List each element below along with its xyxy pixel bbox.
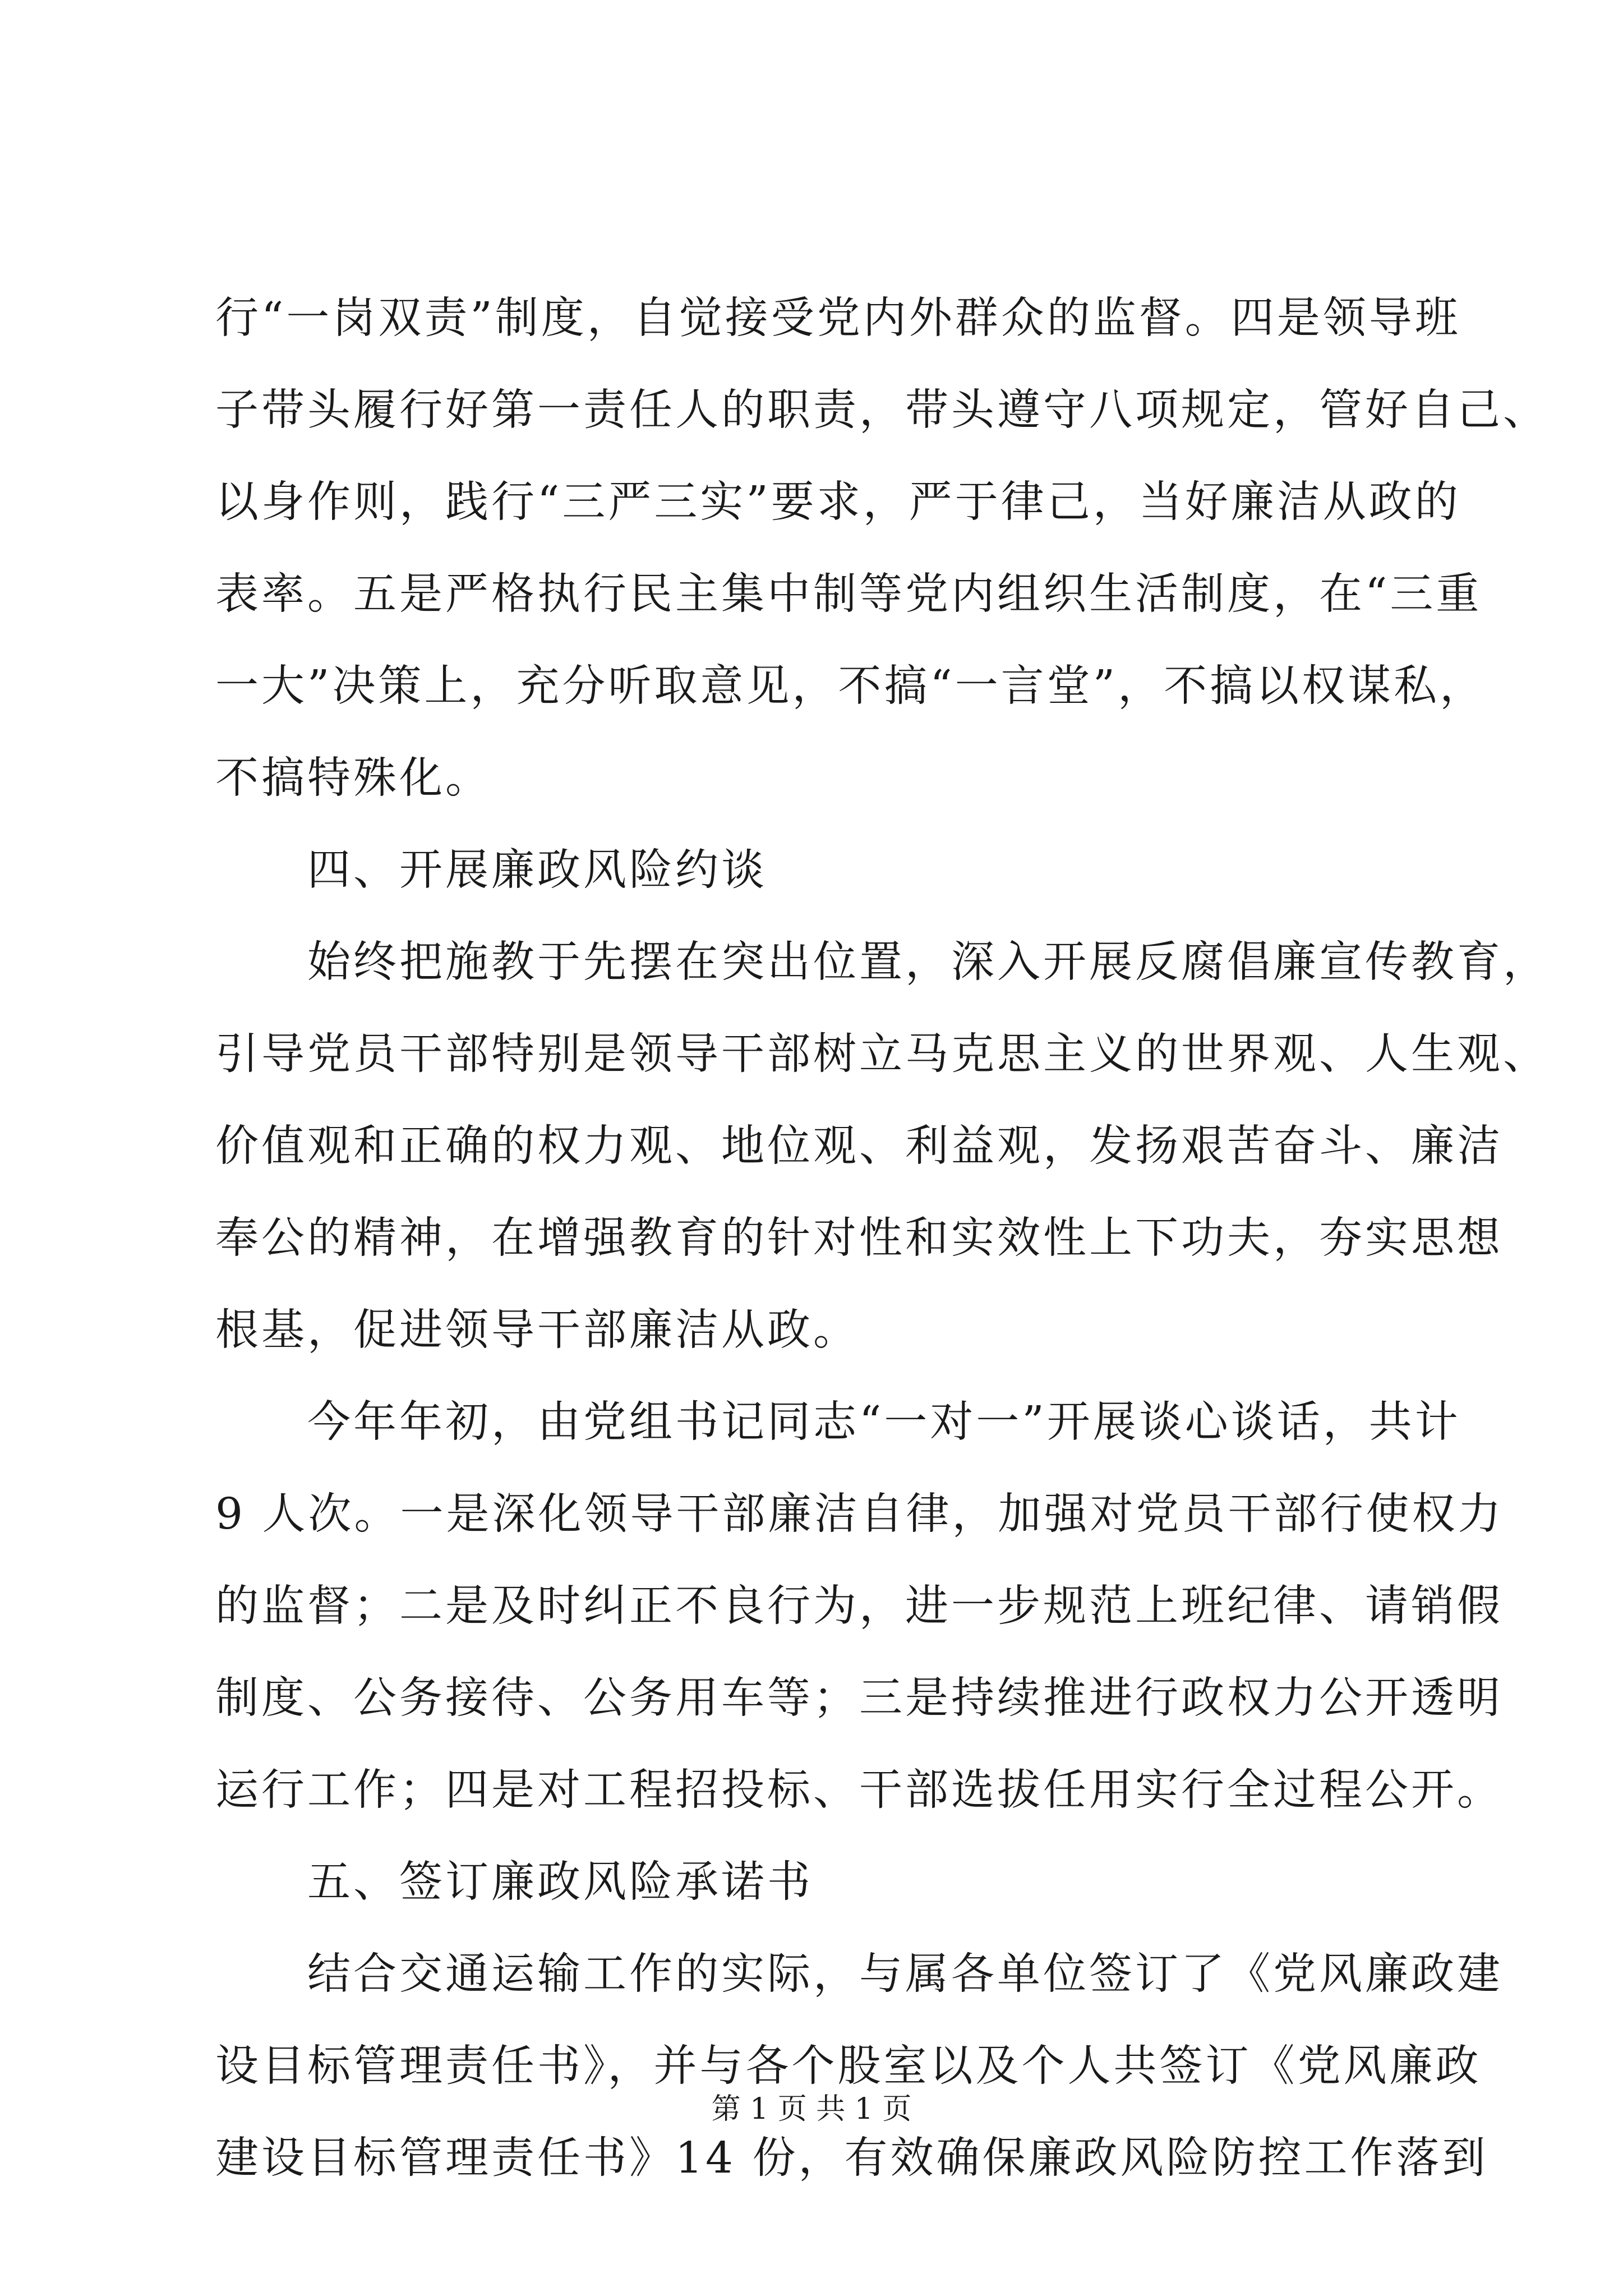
text-line: 今年年初，由党组书记同志“一对一”开展谈心谈话，共计 xyxy=(307,1397,1461,1447)
text-line: 奉公的精神，在增强教育的针对性和实效性上下功夫，夯实思想 xyxy=(215,1213,1503,1263)
page-number: 第 1 页 共 1 页 xyxy=(711,2092,912,2126)
text-line: 9 人次。一是深化领导干部廉洁自律，加强对党员干部行使权力 xyxy=(215,1489,1504,1539)
section-heading: 四、开展廉政风险约谈 xyxy=(307,845,767,895)
text-line: 结合交通运输工作的实际，与属各单位签订了《党风廉政建 xyxy=(307,1949,1503,1999)
text-line: 设目标管理责任书》，并与各个股室以及个人共签订《党风廉政 xyxy=(215,2041,1482,2091)
text-line: 引导党员干部特别是领导干部树立马克思主义的世界观、人生观、 xyxy=(215,1029,1549,1079)
body-text xyxy=(215,273,1549,2205)
text-line: 建设目标管理责任书》14 份，有效确保廉政风险防控工作落到 xyxy=(215,2133,1488,2183)
text-line: 根基，促进领导干部廉洁从政。 xyxy=(215,1305,859,1355)
text-line: 价值观和正确的权力观、地位观、利益观，发扬艰苦奋斗、廉洁 xyxy=(215,1121,1503,1171)
text-line: 制度、公务接待、公务用车等；三是持续推进行政权力公开透明 xyxy=(215,1673,1503,1723)
text-line: 运行工作；四是对工程招投标、干部选拔任用实行全过程公开。 xyxy=(215,1765,1503,1815)
text-line: 行“一岗双责”制度，自觉接受党内外群众的监督。四是领导班 xyxy=(215,293,1461,343)
text-line: 不搞特殊化。 xyxy=(215,753,491,803)
text-line: 一大”决策上，充分听取意见，不搞“一言堂”，不搞以权谋私， xyxy=(215,661,1486,711)
text-line: 始终把施教于先摆在突出位置，深入开展反腐倡廉宣传教育， xyxy=(307,937,1549,987)
text-line: 子带头履行好第一责任人的职责，带头遵守八项规定，管好自己、 xyxy=(215,385,1549,435)
section-heading: 五、签订廉政风险承诺书 xyxy=(307,1857,813,1907)
page-footer xyxy=(0,2087,1623,2132)
text-line: 的监督；二是及时纠正不良行为，进一步规范上班纪律、请销假 xyxy=(215,1581,1503,1631)
text-line: 表率。五是严格执行民主集中制等党内组织生活制度，在“三重 xyxy=(215,569,1482,619)
text-line: 以身作则，践行“三严三实”要求，严于律己，当好廉洁从政的 xyxy=(215,477,1461,527)
